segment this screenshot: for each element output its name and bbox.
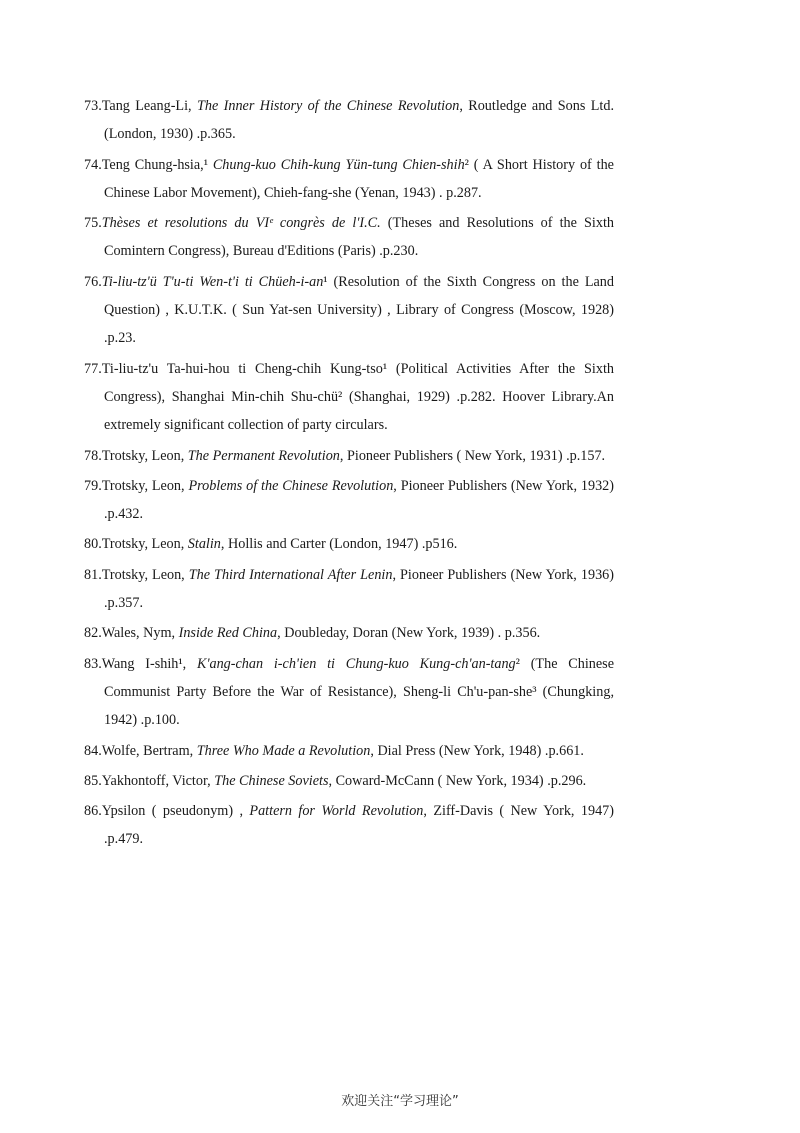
bibliography-entry — [84, 797, 614, 854]
entry-number: 86. — [84, 803, 102, 820]
entry-title: The Inner History of the Chinese Revolution — [196, 98, 460, 114]
bibliography-entry — [84, 472, 614, 529]
entry-text: ² (The Chinese Communist Party Before the War of Resistance), Sheng-li Ch'u-pan-she³ (Chungking, 1942) .p.100. — [104, 655, 615, 729]
entry-number: 78. — [84, 447, 102, 464]
entry-text: , Coward-McCann ( New York, 1934) .p.296. — [328, 772, 587, 789]
entry-number: 74. — [84, 156, 102, 173]
bibliography-entry — [84, 209, 614, 266]
entry-number: 76. — [84, 273, 102, 290]
entry-title: Inside Red China — [178, 625, 278, 642]
entry-title: Ti-liu-tz'ü T'u-ti Wen-t'i ti Chüeh-i-an — [101, 273, 324, 290]
bibliography-entry — [84, 767, 614, 795]
entry-title: The Third International After Lenin — [188, 566, 393, 583]
entry-number: 79. — [84, 477, 102, 494]
entry-text: Wolfe, Bertram, — [101, 742, 197, 759]
entry-title: The Chinese Soviets — [214, 772, 329, 789]
entry-text: , Pioneer Publishers ( New York, 1931) .p.157. — [339, 447, 606, 464]
entry-title: Pattern for World Revolution — [249, 803, 424, 820]
entry-text: , Doubleday, Doran (New York, 1939) . p.356. — [277, 625, 541, 642]
entry-title: The Permanent Revolution — [187, 447, 340, 464]
entry-text: Ti-liu-tz'u Ta-hui-hou ti Cheng-chih Kung-tso¹ (Political Activities After the Sixth Congress), Shanghai Min-chih Shu-chü² (Shanghai, 1929) .p.282. Hoover Library.An extremely significant collection of party circulars. — [101, 360, 614, 434]
entry-text: ² ( A Short History of the Chinese Labor Movement), Chieh-fang-she (Yenan, 1943) . p.287. — [104, 156, 614, 201]
page-footer: 欢迎关注“学习理论” — [341, 1094, 459, 1109]
bibliography-entry — [84, 530, 614, 558]
entry-title: Thèses et resolutions du VIᵉ congrès de l'I.C. — [101, 215, 381, 232]
entry-title: Three Who Made a Revolution — [196, 742, 371, 759]
entry-text: , Ziff-Davis ( New York, 1947) .p.479. — [104, 803, 614, 848]
entry-number: 81. — [84, 566, 102, 583]
bibliography-entry — [84, 355, 614, 440]
entry-text: Teng Chung-hsia,¹ — [101, 156, 213, 173]
entry-title: Problems of the Chinese Revolution — [188, 477, 394, 494]
bibliography-entry — [84, 442, 614, 470]
entry-number: 75. — [84, 215, 102, 232]
entry-text: Trotsky, Leon, — [101, 536, 188, 553]
entry-title: Chung-kuo Chih-kung Yün-tung Chien-shih — [212, 156, 465, 173]
bibliography-entry — [84, 268, 614, 353]
entry-text: Tang Leang-Li, — [101, 98, 197, 114]
entry-number: 85. — [84, 772, 102, 789]
entry-text: (Theses and Resolutions of the Sixth Comintern Congress), Bureau d'Editions (Paris) .p.230. — [104, 215, 614, 260]
entry-text: Trotsky, Leon, — [101, 566, 189, 583]
entry-number: 83. — [84, 655, 102, 672]
entry-text: Yakhontoff, Victor, — [101, 772, 215, 789]
bibliography-entry — [84, 737, 614, 765]
entry-number: 80. — [84, 536, 102, 553]
bibliography-entry — [84, 561, 614, 618]
entry-text: Wang I-shih¹, — [101, 655, 197, 672]
entry-text: , Pioneer Publishers (New York, 1932) .p.432. — [104, 477, 615, 523]
bibliography-list — [84, 92, 614, 856]
entry-title: K'ang-chan i-ch'ien ti Chung-kuo Kung-ch'an-tang — [196, 655, 516, 672]
entry-number: 84. — [84, 742, 102, 759]
entry-text: Ypsilon ( pseudonym) , — [101, 803, 250, 820]
entry-text: Trotsky, Leon, — [101, 447, 188, 464]
bibliography-entry — [84, 92, 614, 149]
entry-text: Trotsky, Leon, — [101, 477, 189, 494]
bibliography-entry — [84, 650, 614, 735]
entry-title: Stalin — [187, 536, 221, 553]
entry-text: , Pioneer Publishers (New York, 1936) .p.357. — [104, 566, 614, 612]
entry-text: , Routledge and Sons Ltd. (London, 1930) .p.365. — [104, 98, 614, 143]
bibliography-entry — [84, 151, 614, 208]
entry-text: , Hollis and Carter (London, 1947) .p516. — [220, 536, 458, 553]
entry-text: ¹ (Resolution of the Sixth Congress on the Land Question) , K.U.T.K. ( Sun Yat-sen University) , Library of Congress (Moscow, 1928) .p.23. — [104, 273, 614, 347]
entry-text: , Dial Press (New York, 1948) .p.661. — [370, 742, 584, 759]
entry-number: 77. — [84, 360, 102, 377]
bibliography-entry — [84, 619, 614, 647]
entry-number: 73. — [84, 98, 102, 114]
entry-text: Wales, Nym, — [101, 625, 179, 642]
entry-number: 82. — [84, 625, 102, 642]
